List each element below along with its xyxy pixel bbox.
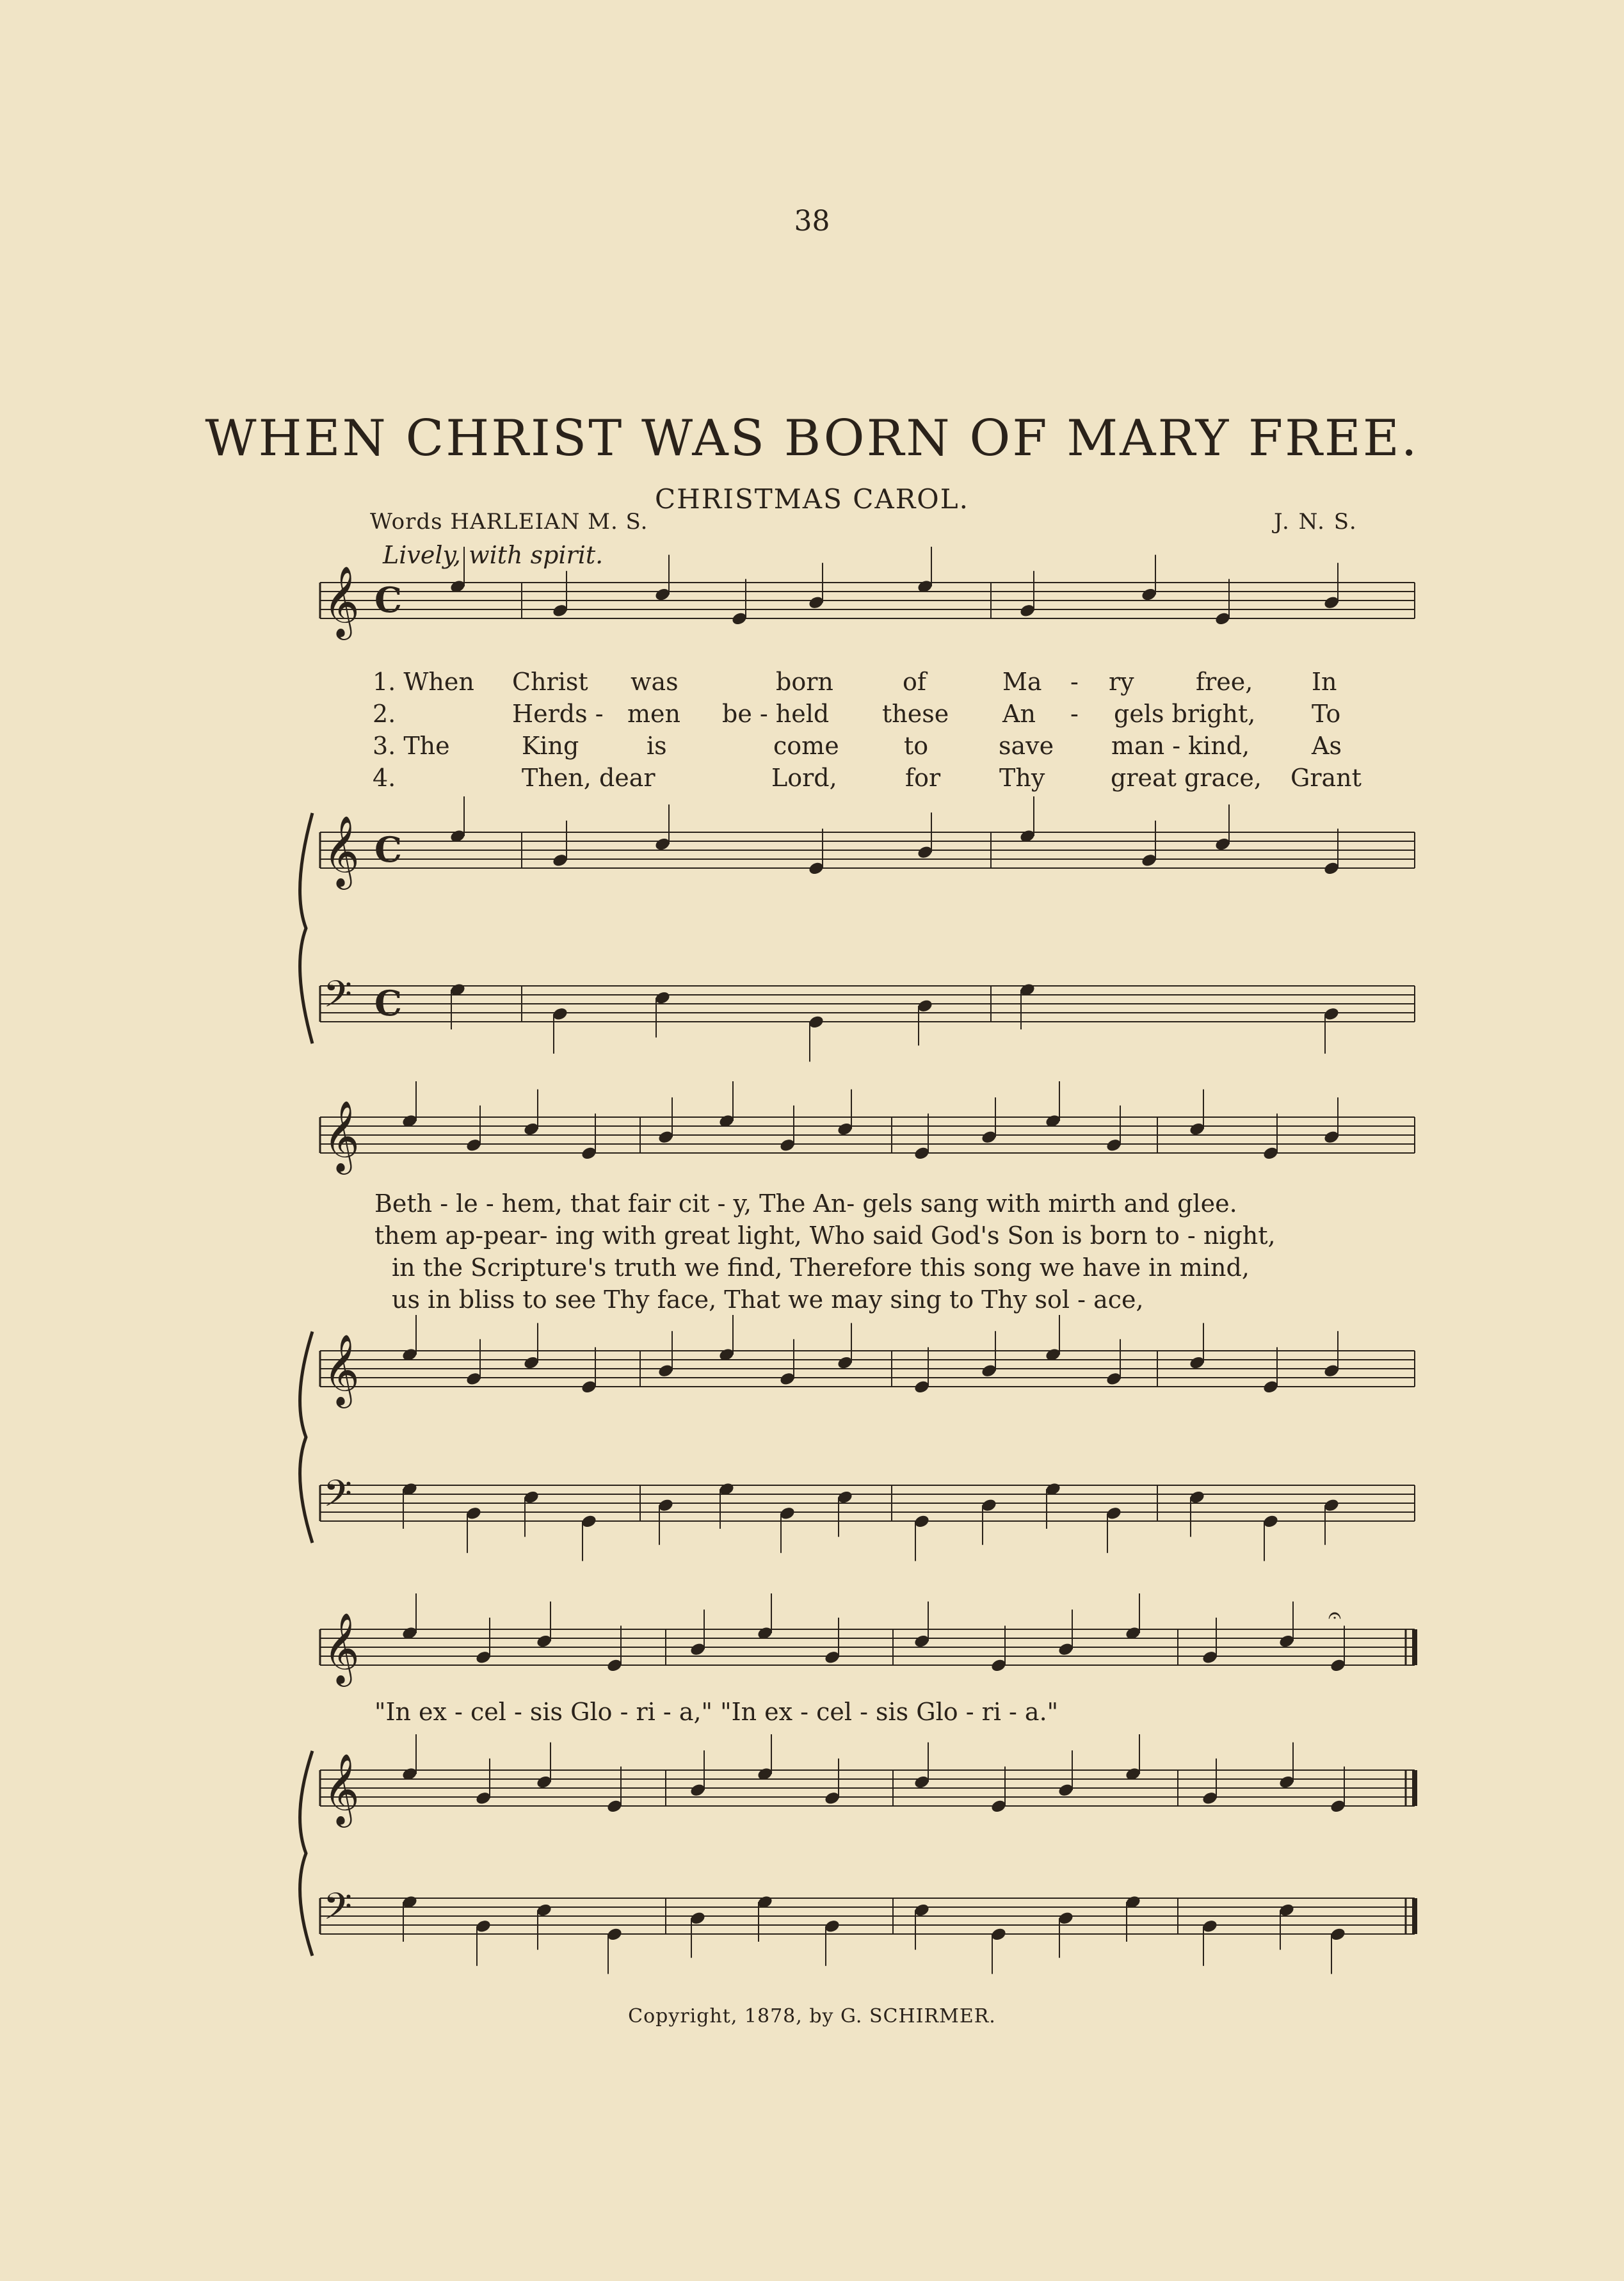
lyric-word: 3. The: [373, 732, 450, 760]
lyric-word: Lord,: [771, 764, 837, 792]
composer-credit: J. N. S.: [1274, 509, 1358, 535]
lyric-word: gels bright,: [1114, 700, 1256, 728]
system1-voice-time-signature: C: [374, 579, 402, 620]
system2-lyric-line-3: in the Scripture's truth we find, Therefore this song we have in mind,: [392, 1253, 1250, 1282]
lyric-word: Christ: [512, 668, 588, 696]
lyric-word: As: [1312, 732, 1342, 760]
lyric-word: 1. When: [373, 668, 474, 696]
lyric-word: Then, dear: [522, 764, 655, 792]
lyric-word: free,: [1196, 668, 1253, 696]
system2-brace: [300, 1332, 312, 1543]
lyric-word: of: [903, 668, 926, 696]
system2-bass-bass-clef-icon: 𝄢: [323, 1472, 353, 1524]
lyric-word: man - kind,: [1111, 732, 1250, 760]
system1-bass-bass-clef-icon: 𝄢: [323, 972, 353, 1025]
lyric-word: King: [522, 732, 579, 760]
system1-voice-treble-clef-icon: 𝄞: [323, 565, 360, 637]
lyric-word: Grant: [1290, 764, 1362, 792]
system3-lyric-line: "In ex - cel - sis Glo - ri - a," "In ex - cel - sis Glo - ri - a.": [374, 1698, 1059, 1726]
lyric-word: -: [1070, 700, 1079, 728]
lyric-word: save: [999, 732, 1054, 760]
lyric-word: To: [1312, 700, 1341, 728]
lyric-word: come: [773, 732, 839, 760]
lyric-word: Ma: [1002, 668, 1042, 696]
lyric-word: 2.: [373, 700, 396, 728]
system1-bass-time-signature: C: [374, 983, 402, 1024]
lyric-word: is: [647, 732, 667, 760]
words-credit: Words HARLEIAN M. S.: [370, 509, 648, 535]
lyric-word: great grace,: [1111, 764, 1262, 792]
system2-treble-treble-clef-icon: 𝄞: [323, 1334, 360, 1405]
system2-voice-treble-clef-icon: 𝄞: [323, 1100, 360, 1172]
lyric-word: for: [905, 764, 941, 792]
lyric-word: -: [1070, 668, 1079, 696]
song-title: WHEN CHRIST WAS BORN OF MARY FREE.: [205, 410, 1419, 467]
lyric-word: An: [1002, 700, 1036, 728]
lyric-word: ry: [1109, 668, 1134, 696]
lyric-word: these: [882, 700, 949, 728]
lyric-word: 4.: [373, 764, 396, 792]
lyric-word: men: [627, 700, 680, 728]
copyright-notice: Copyright, 1878, by G. SCHIRMER.: [628, 2005, 996, 2027]
page-number: 38: [794, 205, 830, 238]
fermata-icon: 𝄐: [1328, 1602, 1342, 1629]
song-subtitle: CHRISTMAS CAROL.: [655, 483, 969, 515]
lyric-word: Thy: [999, 764, 1045, 792]
lyric-word: In: [1312, 668, 1337, 696]
lyric-word: Herds -: [512, 700, 604, 728]
lyric-word: be - held: [722, 700, 830, 728]
tempo-marking: Lively, with spirit.: [383, 541, 604, 569]
system1-brace: [300, 813, 312, 1044]
system3-voice-treble-clef-icon: 𝄞: [323, 1612, 360, 1684]
system1-treble-treble-clef-icon: 𝄞: [323, 815, 360, 887]
lyric-word: to: [904, 732, 929, 760]
system3-treble-treble-clef-icon: 𝄞: [323, 1753, 360, 1825]
system1-treble-time-signature: C: [374, 829, 402, 870]
lyric-word: born: [776, 668, 833, 696]
system3-brace: [300, 1751, 312, 1956]
lyric-word: was: [631, 668, 679, 696]
system2-lyric-line-4: us in bliss to see Thy face, That we may sing to Thy sol - ace,: [392, 1286, 1144, 1314]
system3-bass-bass-clef-icon: 𝄢: [323, 1885, 353, 1937]
system2-lyric-line-1: Beth - le - hem, that fair cit - y, The An- gels sang with mirth and glee.: [374, 1189, 1237, 1218]
system2-lyric-line-2: them ap-pear- ing with great light, Who said God's Son is born to - night,: [374, 1221, 1276, 1250]
